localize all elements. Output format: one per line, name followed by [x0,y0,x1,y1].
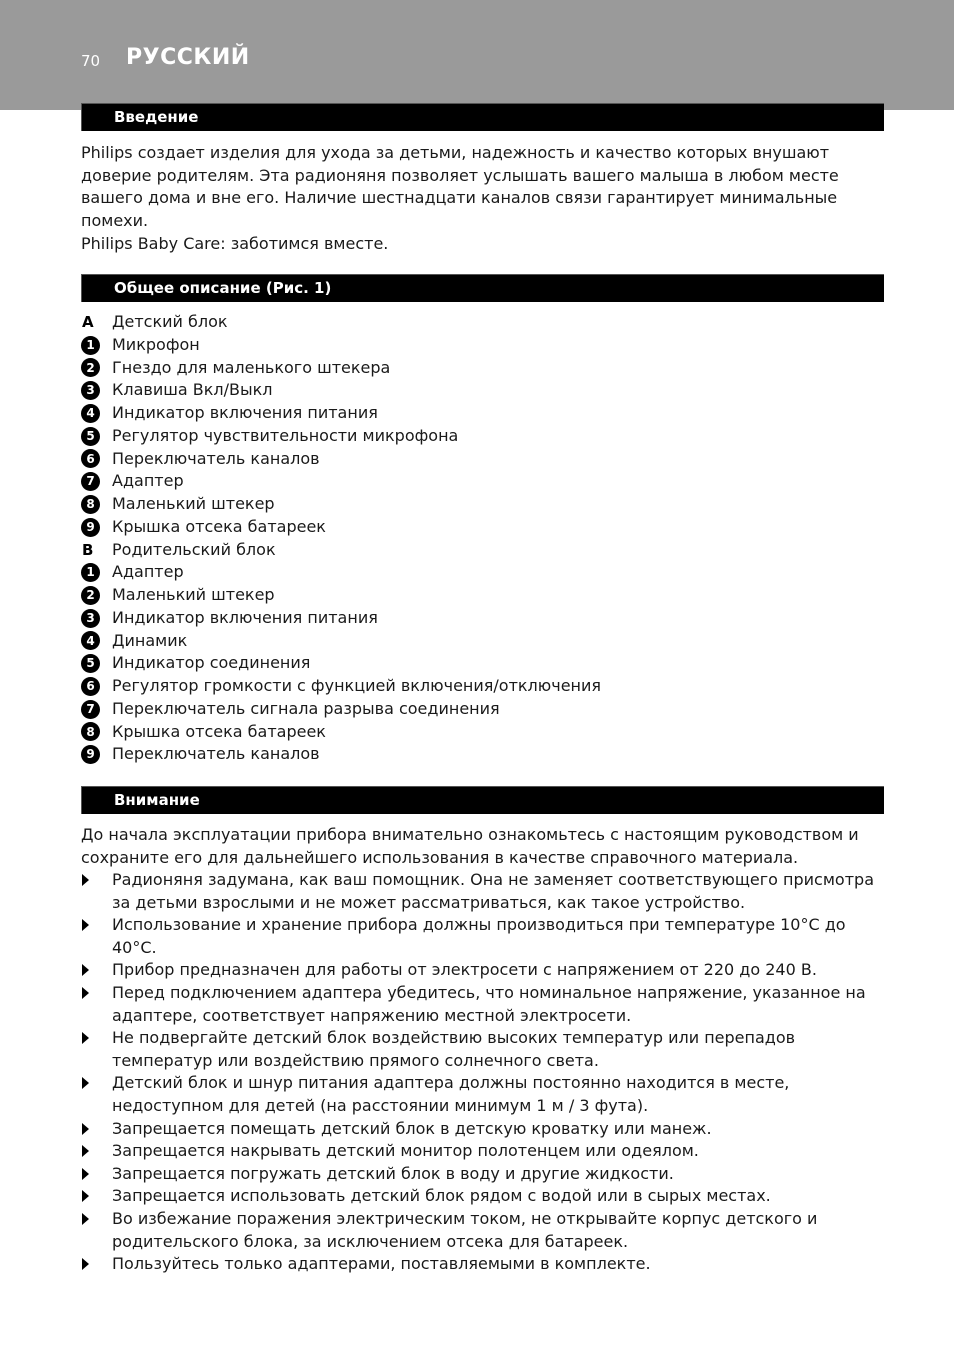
number-badge-icon: 3 [81,381,100,400]
triangle-bullet-icon [82,1145,89,1157]
number-badge-icon: 2 [81,586,100,605]
number-badge-icon: 3 [81,609,100,628]
number-badge-icon: 5 [81,427,100,446]
triangle-bullet-icon [82,1190,89,1202]
number-badge-icon: 8 [81,495,100,514]
number-badge-icon: 5 [81,654,100,673]
item-marker [81,631,112,650]
list-item-label: Детский блок [112,312,228,331]
list-item-label: Индикатор включения питания [112,403,378,422]
list-item [81,334,887,357]
item-marker [81,563,112,582]
list-item [81,516,887,539]
number-badge-icon: 1 [81,563,100,582]
item-marker [81,495,112,514]
bullet-item [81,1185,889,1208]
section-header-description [81,274,884,302]
triangle-bullet-icon [82,1258,89,1270]
list-item-label: Микрофон [112,334,200,354]
item-marker [81,472,112,491]
bullet-text: Запрещается погружать детский блок в воду и другие жидкости. [112,1163,674,1183]
bullet-text: Использование и хранение прибора должны производиться при температуре 10°C до 40°C. [112,915,846,957]
item-marker [81,722,112,741]
triangle-bullet-icon [82,1032,89,1044]
bullet-text: Пользуйтесь только адаптерами, поставляемыми в комплекте. [112,1254,651,1274]
bullet-text: Радионяня задумана, как ваш помощник. Она не заменяет соответствующего присмотра за детьми взрослыми и не может рассматриваться, как такое устройство. [112,870,874,912]
list-item [81,675,887,698]
bullet-item [81,959,889,982]
list-item [81,470,887,493]
list-item [81,311,887,334]
triangle-bullet-icon [82,1077,89,1089]
section-header-caution [81,786,884,814]
list-item-label: Адаптер [112,562,184,582]
item-marker [81,586,112,605]
list-item-label: Крышка отсека батареек [112,516,326,536]
list-item-label: Маленький штекер [112,585,275,604]
bullet-text: Не подвергайте детский блок воздействию высоких температур или перепадов температур или воздействию прямого солнечного света. [112,1028,796,1070]
item-marker [81,539,112,562]
list-item-label: Маленький штекер [112,494,275,513]
item-marker [81,518,112,537]
item-marker [81,449,112,468]
bullet-text: Запрещается использовать детский блок рядом с водой или в сырых местах. [112,1186,771,1206]
list-item-label: Переключатель каналов [112,744,320,764]
list-item-label: Гнездо для маленького штекера [112,357,391,377]
triangle-bullet-icon [82,919,89,931]
bullet-text: Прибор предназначен для работы от электросети с напряжением от 220 до 240 В. [112,960,817,980]
list-item-label: Регулятор громкости с функцией включения/отключения [112,676,602,695]
bullet-text: Детский блок и шнур питания адаптера должны постоянно находится в месте, недоступном для детей (на расстоянии минимум 1 м / 3 фута). [112,1073,790,1115]
list-item [81,425,887,448]
list-item [81,448,887,471]
bullet-item [81,1253,889,1276]
list-item-label: Адаптер [112,471,184,491]
list-item-label: Переключатель сигнала разрыва соединения [112,698,500,718]
bullet-item [81,1163,889,1186]
section-title-description: Общее описание (Рис. 1) [114,279,332,297]
intro-text [81,142,887,256]
section-title-intro: Введение [114,108,199,126]
section-title-caution: Внимание [114,791,200,809]
number-badge-icon: 6 [81,677,100,696]
number-badge-icon: 6 [81,449,100,468]
number-badge-icon: 4 [81,404,100,423]
intro-paragraph: Philips создает изделия для ухода за детьми, надежность и качество которых внушают доверие родителям. Эта радионяня позволяет услышать вашего малыша в любом месте вашего дома и вне его. Наличие шестнадцати каналов связи гарантирует минимальные помехи. [81,143,839,231]
bullet-text: Запрещается помещать детский блок в детскую кроватку или манеж. [112,1118,712,1138]
list-item-label: Клавиша Вкл/Выкл [112,380,273,400]
bullet-item [81,1118,889,1141]
item-marker [81,700,112,719]
bullet-item [81,1072,889,1117]
list-item [81,652,887,675]
item-marker [81,358,112,377]
intro-tagline: Philips Baby Care: заботимся вместе. [81,233,389,253]
item-marker [81,404,112,423]
number-badge-icon: 1 [81,336,100,355]
bullet-item [81,1208,889,1253]
caution-bullet-list [81,869,889,1276]
item-marker [81,311,112,334]
item-marker [81,654,112,673]
list-item [81,584,887,607]
number-badge-icon: 9 [81,745,100,764]
parts-list [81,311,887,766]
caution-paragraph: До начала эксплуатации прибора внимательно ознакомьтесь с настоящим руководством и сохраните его для дальнейшего использования в качестве справочного материала. [81,825,859,867]
language-title: РУССКИЙ [126,45,250,70]
section-header-intro [81,103,884,131]
triangle-bullet-icon [82,1213,89,1225]
page-header [0,0,954,110]
item-marker [81,745,112,764]
list-item [81,721,887,744]
bullet-item [81,982,889,1027]
list-item-label: Переключатель каналов [112,448,320,468]
bullet-text: Перед подключением адаптера убедитесь, что номинальное напряжение, указанное на адаптере, соответствует напряжению местной электросети. [112,982,866,1025]
item-marker [81,381,112,400]
list-item [81,357,887,380]
list-item [81,539,887,562]
item-marker [81,336,112,355]
list-item-label: Регулятор чувствительности микрофона [112,425,459,445]
list-item-label: Родительский блок [112,539,276,559]
triangle-bullet-icon [82,1168,89,1180]
bullet-item [81,1027,889,1072]
list-item-label: Динамик [112,630,188,650]
bullet-item [81,1140,889,1163]
list-item [81,402,887,425]
bullet-item [81,914,889,959]
page-number: 70 [81,52,101,70]
list-item [81,379,887,402]
number-badge-icon: 7 [81,700,100,719]
item-marker [81,677,112,696]
number-badge-icon: 4 [81,631,100,650]
number-badge-icon: 9 [81,518,100,537]
list-item [81,561,887,584]
list-item [81,698,887,721]
list-item [81,493,887,516]
bullet-text: Во избежание поражения электрическим током, не открывайте корпус детского и родительского блока, за исключением отсека для батареек. [112,1208,818,1251]
list-item-label: Индикатор включения питания [112,607,378,627]
letter-marker: B [82,540,94,559]
triangle-bullet-icon [82,874,89,886]
triangle-bullet-icon [82,1123,89,1135]
number-badge-icon: 2 [81,358,100,377]
item-marker [81,427,112,446]
list-item-label: Индикатор соединения [112,653,311,673]
list-item-label: Крышка отсека батареек [112,721,326,741]
letter-marker: A [82,313,94,331]
item-marker [81,609,112,628]
triangle-bullet-icon [82,987,89,999]
list-item [81,630,887,653]
bullet-text: Запрещается накрывать детский монитор полотенцем или одеялом. [112,1141,699,1161]
bullet-item [81,869,889,914]
list-item [81,743,887,766]
triangle-bullet-icon [82,964,89,976]
number-badge-icon: 8 [81,722,100,741]
caution-intro [81,824,887,869]
number-badge-icon: 7 [81,472,100,491]
list-item [81,607,887,630]
